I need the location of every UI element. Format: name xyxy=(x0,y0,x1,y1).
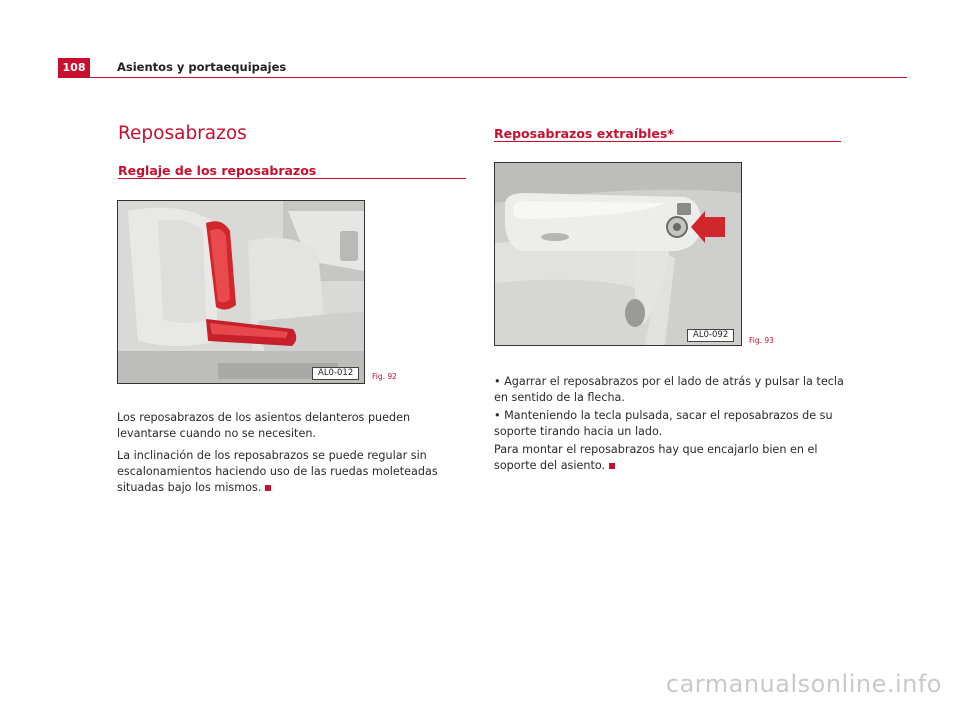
figure-93-code: AL0-092 xyxy=(687,329,734,342)
figure-92-label: Fig. 92 xyxy=(372,372,397,381)
figure-93-label: Fig. 93 xyxy=(749,336,774,345)
page-number: 108 xyxy=(58,58,90,78)
right-paragraph-2: • Manteniendo la tecla pulsada, sacar el reposabrazos de su soporte tirando hacia un lado. xyxy=(494,409,833,438)
running-header-title: Asientos y portaequipajes xyxy=(117,60,287,74)
header-rule xyxy=(58,77,907,78)
section-end-mark-icon xyxy=(265,485,271,491)
watermark: carmanualsonline.info xyxy=(665,670,942,698)
left-paragraph-2: La inclinación de los reposabrazos se puede regular sin escalonamientos haciendo uso de las ruedas moleteadas situadas bajo los mismos. xyxy=(117,449,438,494)
left-paragraph-1: Los reposabrazos de los asientos delanteros pueden levantarse cuando no se necesiten. xyxy=(117,411,411,440)
figure-92-code: AL0-012 xyxy=(312,367,359,380)
figure-93-image xyxy=(494,162,742,346)
right-subheading-rule xyxy=(494,141,841,142)
right-paragraph-1: • Agarrar el reposabrazos por el lado de atrás y pulsar la tecla en sentido de la flecha. xyxy=(494,375,844,404)
right-paragraph-3: Para montar el reposabrazos hay que encajarlo bien en el soporte del asiento. xyxy=(494,443,818,472)
section-heading: Reposabrazos xyxy=(118,123,247,144)
left-subheading-rule xyxy=(118,178,466,179)
right-subheading: Reposabrazos extraíbles* xyxy=(494,126,674,141)
figure-92-image xyxy=(117,200,365,384)
left-subheading: Reglaje de los reposabrazos xyxy=(118,163,317,178)
section-end-mark-icon xyxy=(609,463,615,469)
